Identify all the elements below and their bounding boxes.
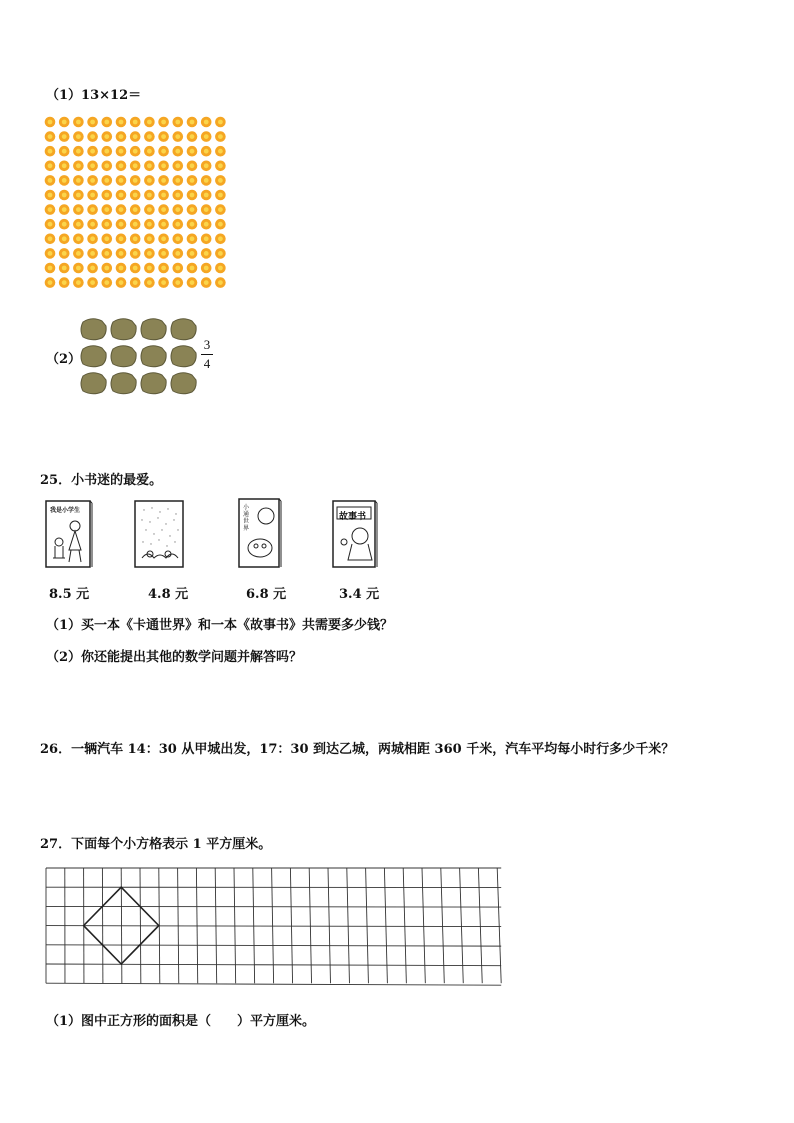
grid-line-vertical bbox=[366, 868, 369, 983]
flower-dot bbox=[201, 263, 212, 274]
brick-blob bbox=[171, 346, 196, 367]
grid-line-vertical bbox=[403, 868, 406, 983]
flower-dot bbox=[158, 131, 169, 142]
flower-dot bbox=[144, 131, 155, 142]
flower-dot bbox=[173, 204, 184, 215]
flower-dot bbox=[102, 277, 113, 288]
square-grid bbox=[46, 868, 504, 988]
flower-dot bbox=[158, 248, 169, 259]
grid-line-horizontal bbox=[46, 945, 501, 946]
flower-dot bbox=[158, 204, 169, 215]
flower-dot bbox=[130, 131, 141, 142]
flower-dot bbox=[73, 117, 84, 128]
book-price-1: 8.5 元 bbox=[49, 587, 90, 602]
flower-dot bbox=[187, 146, 198, 157]
flower-dot bbox=[215, 248, 226, 259]
flower-dot bbox=[187, 131, 198, 142]
flower-dot bbox=[158, 263, 169, 274]
flower-dot bbox=[173, 131, 184, 142]
flower-dot bbox=[130, 117, 141, 128]
book-price-4: 3.4 元 bbox=[339, 587, 380, 602]
flower-dot bbox=[187, 190, 198, 201]
flower-dot bbox=[73, 204, 84, 215]
flower-dot bbox=[173, 175, 184, 186]
brick-blob-grid bbox=[78, 316, 202, 398]
flower-dot bbox=[87, 277, 98, 288]
brick-blob bbox=[171, 319, 196, 340]
fraction-denominator: 4 bbox=[203, 356, 211, 371]
grid-line-vertical bbox=[384, 868, 387, 983]
flower-dot bbox=[215, 277, 226, 288]
flower-dot bbox=[187, 204, 198, 215]
q27-title: 27．下面每个小方格表示 1 平方厘米。 bbox=[40, 837, 272, 852]
flower-dot bbox=[45, 248, 56, 259]
flower-dot bbox=[158, 175, 169, 186]
flower-dot bbox=[102, 117, 113, 128]
flower-dot bbox=[173, 161, 184, 172]
flower-dot bbox=[73, 248, 84, 259]
flower-dot bbox=[187, 175, 198, 186]
flower-dot bbox=[59, 175, 70, 186]
grid-line-vertical bbox=[272, 868, 274, 983]
brick-blob bbox=[111, 346, 136, 367]
grid-line-vertical bbox=[441, 868, 445, 983]
book-cover-2 bbox=[134, 500, 186, 568]
flower-dot bbox=[59, 277, 70, 288]
flower-dot bbox=[201, 175, 212, 186]
flower-dot bbox=[144, 277, 155, 288]
flower-dot bbox=[45, 117, 56, 128]
flower-dot bbox=[158, 234, 169, 245]
flower-dot bbox=[59, 131, 70, 142]
flower-dot bbox=[201, 146, 212, 157]
flower-dot bbox=[215, 190, 226, 201]
flower-dot bbox=[130, 146, 141, 157]
flower-dot bbox=[187, 248, 198, 259]
flower-dot bbox=[102, 204, 113, 215]
flower-dot bbox=[201, 204, 212, 215]
flower-dot bbox=[144, 248, 155, 259]
flower-dot bbox=[73, 234, 84, 245]
fraction-bar bbox=[201, 354, 213, 355]
flower-dot bbox=[215, 263, 226, 274]
flower-dot bbox=[87, 204, 98, 215]
flower-dot bbox=[102, 175, 113, 186]
flower-dot bbox=[59, 117, 70, 128]
flower-dot bbox=[130, 161, 141, 172]
flower-dot bbox=[73, 146, 84, 157]
book-cover-4-title: 故事书 bbox=[339, 512, 367, 522]
grid-line-horizontal bbox=[46, 983, 501, 985]
book-cover-3 bbox=[238, 498, 282, 568]
book-cover-1-title: 我是小学生 bbox=[50, 507, 81, 514]
flower-dot bbox=[144, 161, 155, 172]
brick-blob bbox=[111, 373, 136, 394]
flower-dot bbox=[144, 175, 155, 186]
brick-blob bbox=[141, 319, 166, 340]
brick-blob bbox=[81, 346, 106, 367]
flower-dot bbox=[144, 117, 155, 128]
flower-dot bbox=[59, 161, 70, 172]
flower-dot bbox=[116, 175, 127, 186]
flower-dot bbox=[59, 248, 70, 259]
flower-dot bbox=[201, 131, 212, 142]
flower-dot bbox=[59, 234, 70, 245]
flower-dot bbox=[173, 234, 184, 245]
flower-dot bbox=[59, 190, 70, 201]
flower-dot bbox=[130, 263, 141, 274]
flower-dot bbox=[173, 219, 184, 230]
flower-dot bbox=[73, 161, 84, 172]
grid-line-vertical bbox=[347, 868, 350, 983]
flower-dot bbox=[102, 263, 113, 274]
flower-dot bbox=[144, 234, 155, 245]
flower-dot bbox=[215, 161, 226, 172]
brick-blob bbox=[141, 346, 166, 367]
flower-dot bbox=[87, 248, 98, 259]
flower-dot bbox=[187, 234, 198, 245]
flower-dot bbox=[102, 219, 113, 230]
flower-dot bbox=[87, 175, 98, 186]
flower-dot bbox=[59, 204, 70, 215]
flower-dot bbox=[45, 263, 56, 274]
flower-dot bbox=[73, 277, 84, 288]
flower-dot bbox=[73, 219, 84, 230]
flower-dot bbox=[45, 234, 56, 245]
flower-dot bbox=[201, 248, 212, 259]
q27-question1: （1）图中正方形的面积是（ ）平方厘米。 bbox=[46, 1014, 316, 1029]
flower-dot bbox=[201, 219, 212, 230]
brick-blob bbox=[171, 373, 196, 394]
flower-dot bbox=[130, 204, 141, 215]
grid-line-horizontal bbox=[46, 926, 501, 927]
flower-dot bbox=[116, 248, 127, 259]
book-cover-1 bbox=[45, 500, 93, 568]
flower-dot bbox=[73, 175, 84, 186]
flower-dot bbox=[187, 277, 198, 288]
q26-text: 26．一辆汽车 14：30 从甲城出发，17：30 到达乙城，两城相距 360 千米，汽车平均每小时行多少千米？ bbox=[40, 742, 675, 757]
flower-dot bbox=[158, 161, 169, 172]
flower-dot bbox=[215, 131, 226, 142]
flower-dot bbox=[102, 234, 113, 245]
flower-dot bbox=[45, 161, 56, 172]
flower-dot bbox=[116, 219, 127, 230]
flower-dot bbox=[116, 234, 127, 245]
flower-dot bbox=[144, 204, 155, 215]
flower-dot bbox=[87, 146, 98, 157]
flower-dot bbox=[59, 219, 70, 230]
q24-part1-label: （1）13×12＝ bbox=[46, 88, 142, 103]
flower-dot bbox=[215, 234, 226, 245]
flower-dot bbox=[215, 146, 226, 157]
flower-dot bbox=[215, 219, 226, 230]
book-price-3: 6.8 元 bbox=[246, 587, 287, 602]
flower-dot bbox=[158, 277, 169, 288]
book-cover-3-title: 小通世界 bbox=[243, 504, 250, 532]
q25-question1: （1）买一本《卡通世界》和一本《故事书》共需要多少钱？ bbox=[46, 618, 394, 633]
flower-dot bbox=[59, 146, 70, 157]
flower-dot bbox=[173, 190, 184, 201]
flower-dot bbox=[130, 248, 141, 259]
flower-dot bbox=[102, 146, 113, 157]
brick-blob bbox=[81, 319, 106, 340]
flower-dot bbox=[187, 117, 198, 128]
flower-dot bbox=[87, 117, 98, 128]
flower-dot bbox=[116, 277, 127, 288]
flower-dot bbox=[173, 263, 184, 274]
flower-dot bbox=[158, 146, 169, 157]
flower-dot bbox=[201, 190, 212, 201]
flower-dot bbox=[87, 234, 98, 245]
flower-dot bbox=[116, 131, 127, 142]
flower-dot bbox=[215, 175, 226, 186]
brick-blob bbox=[111, 319, 136, 340]
flower-dot bbox=[45, 131, 56, 142]
flower-dot bbox=[45, 190, 56, 201]
brick-blob bbox=[141, 373, 166, 394]
flower-dot bbox=[130, 234, 141, 245]
flower-dot bbox=[102, 161, 113, 172]
grid-line-vertical bbox=[309, 868, 311, 983]
flower-dot bbox=[173, 117, 184, 128]
flower-dot bbox=[158, 190, 169, 201]
flower-dot bbox=[45, 146, 56, 157]
flower-dot bbox=[116, 204, 127, 215]
flower-dot bbox=[201, 277, 212, 288]
fraction-numerator: 3 bbox=[203, 337, 211, 352]
flower-dot bbox=[116, 161, 127, 172]
flower-dot bbox=[173, 248, 184, 259]
flower-dot bbox=[158, 219, 169, 230]
flower-dot bbox=[59, 263, 70, 274]
grid-line-vertical bbox=[253, 868, 255, 983]
flower-dot bbox=[130, 190, 141, 201]
flower-dot bbox=[173, 277, 184, 288]
flower-dot bbox=[116, 190, 127, 201]
q24-part2-label: （2） bbox=[46, 352, 82, 367]
q25-question2: （2）你还能提出其他的数学问题并解答吗？ bbox=[46, 650, 303, 665]
flower-dot bbox=[45, 219, 56, 230]
flower-dot bbox=[144, 263, 155, 274]
flower-dot bbox=[45, 277, 56, 288]
flower-dot bbox=[116, 263, 127, 274]
flower-dot-grid bbox=[44, 116, 230, 298]
flower-dot bbox=[87, 263, 98, 274]
flower-dot bbox=[87, 219, 98, 230]
flower-dot bbox=[116, 117, 127, 128]
brick-blob bbox=[81, 373, 106, 394]
flower-dot bbox=[102, 131, 113, 142]
book-price-2: 4.8 元 bbox=[148, 587, 189, 602]
flower-dot bbox=[215, 117, 226, 128]
flower-dot bbox=[144, 219, 155, 230]
grid-line-vertical bbox=[290, 868, 292, 983]
flower-dot bbox=[87, 161, 98, 172]
flower-dot bbox=[102, 190, 113, 201]
flower-dot bbox=[130, 277, 141, 288]
flower-dot bbox=[158, 117, 169, 128]
q25-title: 25．小书迷的最爱。 bbox=[40, 473, 163, 488]
flower-dot bbox=[45, 204, 56, 215]
flower-dot bbox=[187, 219, 198, 230]
flower-dot bbox=[201, 161, 212, 172]
grid-line-vertical bbox=[328, 868, 331, 983]
flower-dot bbox=[187, 161, 198, 172]
grid-line-vertical bbox=[422, 868, 425, 983]
flower-dot bbox=[130, 175, 141, 186]
flower-dot bbox=[215, 204, 226, 215]
flower-dot bbox=[201, 234, 212, 245]
flower-dot bbox=[87, 131, 98, 142]
flower-dot bbox=[73, 131, 84, 142]
flower-dot bbox=[102, 248, 113, 259]
flower-dot bbox=[73, 263, 84, 274]
flower-dot bbox=[116, 146, 127, 157]
flower-dot bbox=[73, 190, 84, 201]
book-cover-4 bbox=[332, 500, 378, 568]
flower-dot bbox=[173, 146, 184, 157]
flower-dot bbox=[187, 263, 198, 274]
flower-dot bbox=[87, 190, 98, 201]
flower-dot bbox=[144, 146, 155, 157]
flower-dot bbox=[45, 175, 56, 186]
flower-dot bbox=[144, 190, 155, 201]
flower-dot bbox=[130, 219, 141, 230]
grid-line-horizontal bbox=[46, 906, 501, 907]
flower-dot bbox=[201, 117, 212, 128]
